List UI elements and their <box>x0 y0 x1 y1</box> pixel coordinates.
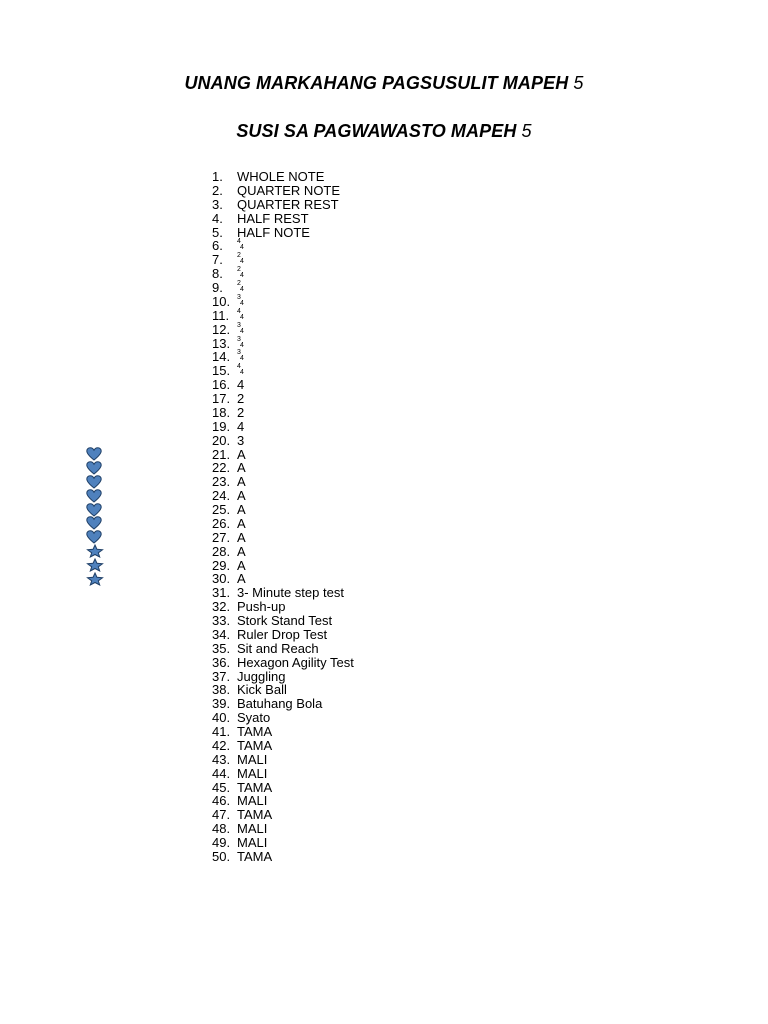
answer-number: 1. <box>212 169 223 184</box>
answer-number: 27. <box>212 529 231 545</box>
time-signature <box>237 309 247 322</box>
answer-number: 36. <box>212 654 231 670</box>
answer-text: Syato <box>237 710 271 726</box>
answer-text: 2 <box>237 391 245 406</box>
answer-text: TAMA <box>237 779 273 795</box>
heart-icon <box>86 516 104 530</box>
answer-text: A <box>237 488 246 504</box>
time-signature-top: 4 <box>237 363 241 371</box>
star-icon <box>86 558 104 572</box>
answer-item <box>212 656 354 670</box>
answer-item <box>212 808 354 822</box>
time-signature-bottom: 4 <box>240 299 244 307</box>
answer-item <box>212 614 354 628</box>
answer-number: 50. <box>212 848 231 864</box>
answer-text: 4 <box>237 377 245 393</box>
answer-item <box>212 364 354 378</box>
answer-item <box>212 406 354 420</box>
answer-item <box>212 378 354 392</box>
answer-item <box>212 184 354 198</box>
answer-item <box>212 212 354 226</box>
answer-item <box>212 239 354 253</box>
answer-item <box>212 253 354 267</box>
answer-text: WHOLE NOTE <box>237 169 325 184</box>
answer-number: 4. <box>212 210 223 226</box>
answer-item <box>212 559 354 573</box>
answer-number: 37. <box>212 668 231 684</box>
answer-number: 16. <box>212 377 231 393</box>
answer-item <box>212 670 354 684</box>
answer-text: MALI <box>237 751 268 767</box>
time-signature <box>237 253 247 266</box>
answer-number: 12. <box>212 321 231 337</box>
answer-number: 32. <box>212 599 231 615</box>
answer-number: 41. <box>212 724 231 739</box>
heart-icon <box>86 530 104 544</box>
answer-item <box>212 572 354 586</box>
time-signature-bottom: 4 <box>240 272 244 280</box>
answer-text: Hexagon Agility Test <box>237 654 354 670</box>
answer-item <box>212 739 354 753</box>
answer-number: 43. <box>212 751 231 767</box>
answer-text: A <box>237 446 246 462</box>
answer-item <box>212 725 354 739</box>
time-signature-top: 2 <box>237 280 241 287</box>
time-signature-bottom: 4 <box>240 258 244 266</box>
answer-item <box>212 531 354 545</box>
subtitle-number: 5 <box>521 121 532 141</box>
time-signature-top: 3 <box>237 335 241 343</box>
time-signature-bottom: 4 <box>240 341 244 349</box>
time-signature <box>237 323 247 336</box>
answer-text: Sit and Reach <box>237 640 319 656</box>
answer-text: A <box>237 571 246 587</box>
star-icon <box>86 544 104 558</box>
answer-number: 8. <box>212 266 223 282</box>
answer-number: 3. <box>212 196 223 212</box>
time-signature-top: 4 <box>237 307 241 315</box>
answer-text: Ruler Drop Test <box>237 626 328 642</box>
answer-text: HALF REST <box>237 210 309 226</box>
answer-number: 40. <box>212 710 231 726</box>
answer-number: 28. <box>212 543 231 559</box>
answer-item <box>212 781 354 795</box>
title-text: UNANG MARKAHANG PAGSUSULIT MAPEH <box>184 73 569 93</box>
answer-item <box>212 642 354 656</box>
answer-number: 34. <box>212 626 231 642</box>
answer-text: A <box>237 460 246 476</box>
heart-icon <box>86 447 104 461</box>
answer-text: TAMA <box>237 807 273 823</box>
answer-number: 30. <box>212 571 231 587</box>
time-signature <box>237 267 247 280</box>
answer-item <box>212 753 354 767</box>
heart-icon <box>86 461 104 475</box>
answer-text: MALI <box>237 793 268 809</box>
time-signature <box>237 364 247 377</box>
subtitle-text: SUSI SA PAGWAWASTO MAPEH <box>236 121 517 141</box>
answer-number: 21. <box>212 446 231 462</box>
heart-icon <box>86 489 104 503</box>
answer-number: 11. <box>212 307 230 323</box>
answer-number: 15. <box>212 363 231 379</box>
answer-item <box>212 628 354 642</box>
answer-text: 3 <box>237 432 245 448</box>
answer-number: 39. <box>212 696 231 712</box>
answer-item <box>212 434 354 448</box>
answer-item <box>212 350 354 364</box>
answer-item <box>212 503 354 517</box>
title-number: 5 <box>573 73 584 93</box>
answer-item <box>212 170 354 184</box>
answer-item <box>212 697 354 711</box>
answer-number: 19. <box>212 418 231 434</box>
answer-text: Push-up <box>237 599 286 615</box>
heart-icon <box>86 503 104 517</box>
answer-item <box>212 475 354 489</box>
time-signature-bottom: 4 <box>240 313 244 321</box>
answer-number: 31. <box>212 585 231 601</box>
time-signature <box>237 295 247 308</box>
answer-number: 45. <box>212 779 231 795</box>
answer-number: 23. <box>212 474 231 490</box>
answer-item <box>212 545 354 559</box>
answer-number: 35. <box>212 640 231 656</box>
answer-text: Kick Ball <box>237 682 287 698</box>
answer-item <box>212 295 354 309</box>
answer-text: TAMA <box>237 737 273 753</box>
answer-item <box>212 198 354 212</box>
answer-number: 38. <box>212 682 231 698</box>
answer-text: A <box>237 515 246 531</box>
answer-text: 4 <box>237 418 245 434</box>
answer-text: TAMA <box>237 848 273 864</box>
answer-number: 13. <box>212 335 231 351</box>
answer-number: 22. <box>212 460 231 476</box>
answer-number: 33. <box>212 613 231 628</box>
answer-item <box>212 267 354 281</box>
answer-text: A <box>237 529 246 545</box>
answer-item <box>212 517 354 531</box>
answer-item <box>212 281 354 295</box>
answer-number: 5. <box>212 224 223 240</box>
answer-item <box>212 683 354 697</box>
time-signature <box>237 337 247 350</box>
answer-item <box>212 600 354 614</box>
time-signature-top: 3 <box>237 349 241 357</box>
answer-item <box>212 323 354 337</box>
answer-number: 47. <box>212 807 231 823</box>
answer-text: A <box>237 502 246 517</box>
answer-text: QUARTER NOTE <box>237 182 341 198</box>
answer-number: 7. <box>212 252 223 268</box>
answer-item <box>212 711 354 725</box>
answer-number: 6. <box>212 238 223 254</box>
answer-item <box>212 309 354 323</box>
answer-item <box>212 420 354 434</box>
answer-item <box>212 392 354 406</box>
answer-number: 10. <box>212 293 231 309</box>
answer-text: A <box>237 543 246 559</box>
time-signature-bottom: 4 <box>240 244 244 252</box>
time-signature <box>237 239 247 252</box>
time-signature <box>237 350 247 363</box>
page-title <box>0 72 768 94</box>
answer-number: 49. <box>212 835 231 850</box>
answer-number: 42. <box>212 737 231 753</box>
time-signature-top: 3 <box>237 321 241 329</box>
answer-item <box>212 822 354 836</box>
answer-number: 14. <box>212 349 231 365</box>
answer-number: 18. <box>212 404 231 420</box>
answer-text: TAMA <box>237 724 273 739</box>
answer-number: 26. <box>212 515 231 531</box>
answer-item <box>212 586 354 600</box>
answer-item <box>212 836 354 850</box>
answer-item <box>212 337 354 351</box>
answer-text: A <box>237 474 246 490</box>
answer-number: 25. <box>212 502 231 517</box>
answer-text: QUARTER REST <box>237 196 339 212</box>
answer-text: HALF NOTE <box>237 224 310 240</box>
answer-text: Stork Stand Test <box>237 613 333 628</box>
answer-item <box>212 226 354 240</box>
answer-item <box>212 767 354 781</box>
answer-item <box>212 850 354 864</box>
answer-item <box>212 448 354 462</box>
answer-item <box>212 461 354 475</box>
time-signature-top: 4 <box>237 238 241 246</box>
answer-number: 17. <box>212 391 231 406</box>
answer-text: MALI <box>237 835 268 850</box>
answer-number: 9. <box>212 280 223 295</box>
time-signature-top: 3 <box>237 293 241 301</box>
time-signature <box>237 281 247 294</box>
time-signature-bottom: 4 <box>240 286 244 293</box>
answer-number: 44. <box>212 765 231 781</box>
answer-item <box>212 794 354 808</box>
answer-key-list <box>212 170 354 864</box>
time-signature-top: 2 <box>237 266 241 274</box>
answer-text: Juggling <box>237 668 286 684</box>
answer-number: 2. <box>212 182 223 198</box>
margin-icon-column <box>86 447 106 586</box>
time-signature-bottom: 4 <box>240 355 244 363</box>
answer-number: 46. <box>212 793 231 809</box>
time-signature-top: 2 <box>237 252 241 260</box>
answer-text: A <box>237 557 246 573</box>
answer-text: MALI <box>237 821 268 837</box>
page-subtitle <box>0 120 768 142</box>
answer-number: 48. <box>212 821 231 837</box>
answer-text: 2 <box>237 404 245 420</box>
answer-number: 29. <box>212 557 231 573</box>
star-icon <box>86 572 104 586</box>
answer-text: 3- Minute step test <box>237 585 344 601</box>
answer-number: 20. <box>212 432 231 448</box>
answer-number: 24. <box>212 488 231 504</box>
heart-icon <box>86 475 104 489</box>
answer-item <box>212 489 354 503</box>
answer-text: Batuhang Bola <box>237 696 323 712</box>
time-signature-bottom: 4 <box>240 369 244 377</box>
time-signature-bottom: 4 <box>240 327 244 335</box>
answer-text: MALI <box>237 765 268 781</box>
